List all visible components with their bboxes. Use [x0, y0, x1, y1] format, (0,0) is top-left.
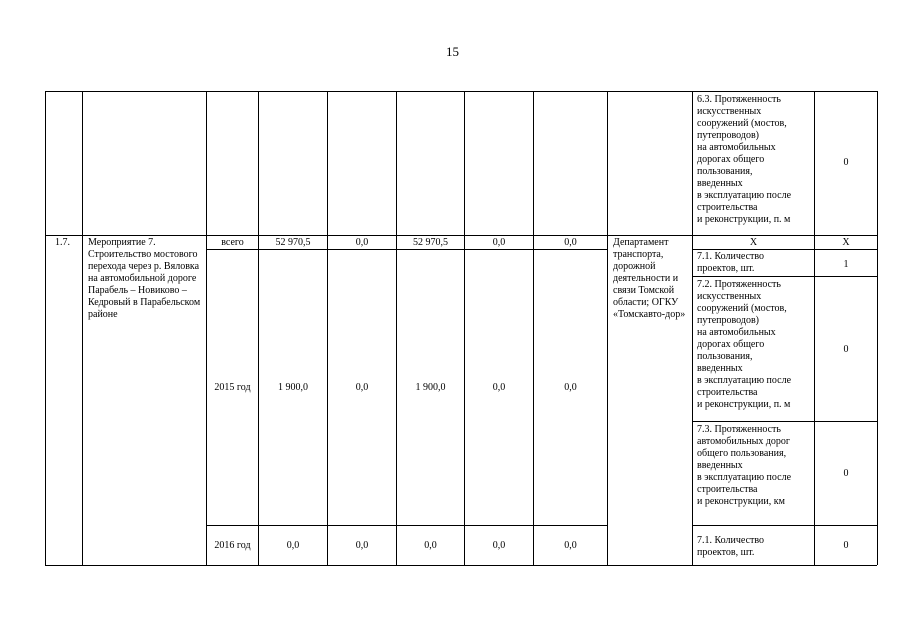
- finance-total: 52 970,5: [275, 237, 311, 248]
- indicator-6-3-text: 6.3. Протяженность искусственных сооружений (мостов, путепроводов) на автомобильных дорогах общего пользования, введенных в эксплуатацию после строительства и реконструкции, п. м: [697, 94, 792, 225]
- indicator-value: 0: [843, 344, 849, 355]
- indicator-value: 0: [843, 540, 849, 551]
- finance-federal: 0,0: [355, 237, 369, 248]
- finance-regional: 1 900,0: [415, 382, 446, 393]
- finance-other: 0,0: [564, 540, 577, 551]
- finance-regional: 52 970,5: [413, 237, 448, 248]
- finance-other: 0,0: [564, 237, 577, 248]
- finance-year: всего: [221, 237, 244, 248]
- page-number: 15: [446, 44, 459, 59]
- finance-total: 1 900,0: [278, 382, 308, 393]
- indicator-value: 0: [843, 468, 849, 479]
- finance-total: 0,0: [286, 540, 300, 551]
- finance-year: 2015 год: [214, 382, 251, 393]
- finance-other: 0,0: [564, 382, 577, 393]
- finance-local: 0,0: [492, 540, 506, 551]
- item-name: Мероприятие 7. Строительство мостового перехода через р. Вяловка на автомобильной дороге Парабель – Новиково – Кедровый в Парабельском районе: [88, 237, 201, 320]
- finance-regional: 0,0: [424, 540, 437, 551]
- indicator-6-3-value: 0: [843, 157, 849, 168]
- finance-local: 0,0: [492, 237, 506, 248]
- item-number: 1.7.: [55, 237, 70, 248]
- indicator-text: X: [749, 237, 758, 248]
- indicator-text: 7.1. Количество проектов, шт.: [697, 251, 765, 274]
- finance-federal: 0,0: [355, 540, 369, 551]
- indicator-value: 1: [843, 259, 849, 270]
- indicator-value: X: [842, 237, 850, 248]
- finance-year: 2016 год: [214, 540, 251, 551]
- finance-federal: 0,0: [355, 382, 369, 393]
- indicator-text: 7.3. Протяженность автомобильных дорог общего пользования, введенных в эксплуатацию после строительства и реконструкции, км: [697, 424, 792, 507]
- indicator-text: 7.1. Количество проектов, шт.: [697, 535, 765, 558]
- finance-local: 0,0: [492, 382, 506, 393]
- indicator-text: 7.2. Протяженность искусственных сооружений (мостов, путепроводов) на автомобильных дорогах общего пользования, введенных в эксплуатацию после строительства и реконструкции, п. м: [697, 279, 792, 410]
- executor: Департамент транспорта, дорожной деятельности и связи Томской области; ОГКУ «Томскавто-дор»: [613, 237, 686, 320]
